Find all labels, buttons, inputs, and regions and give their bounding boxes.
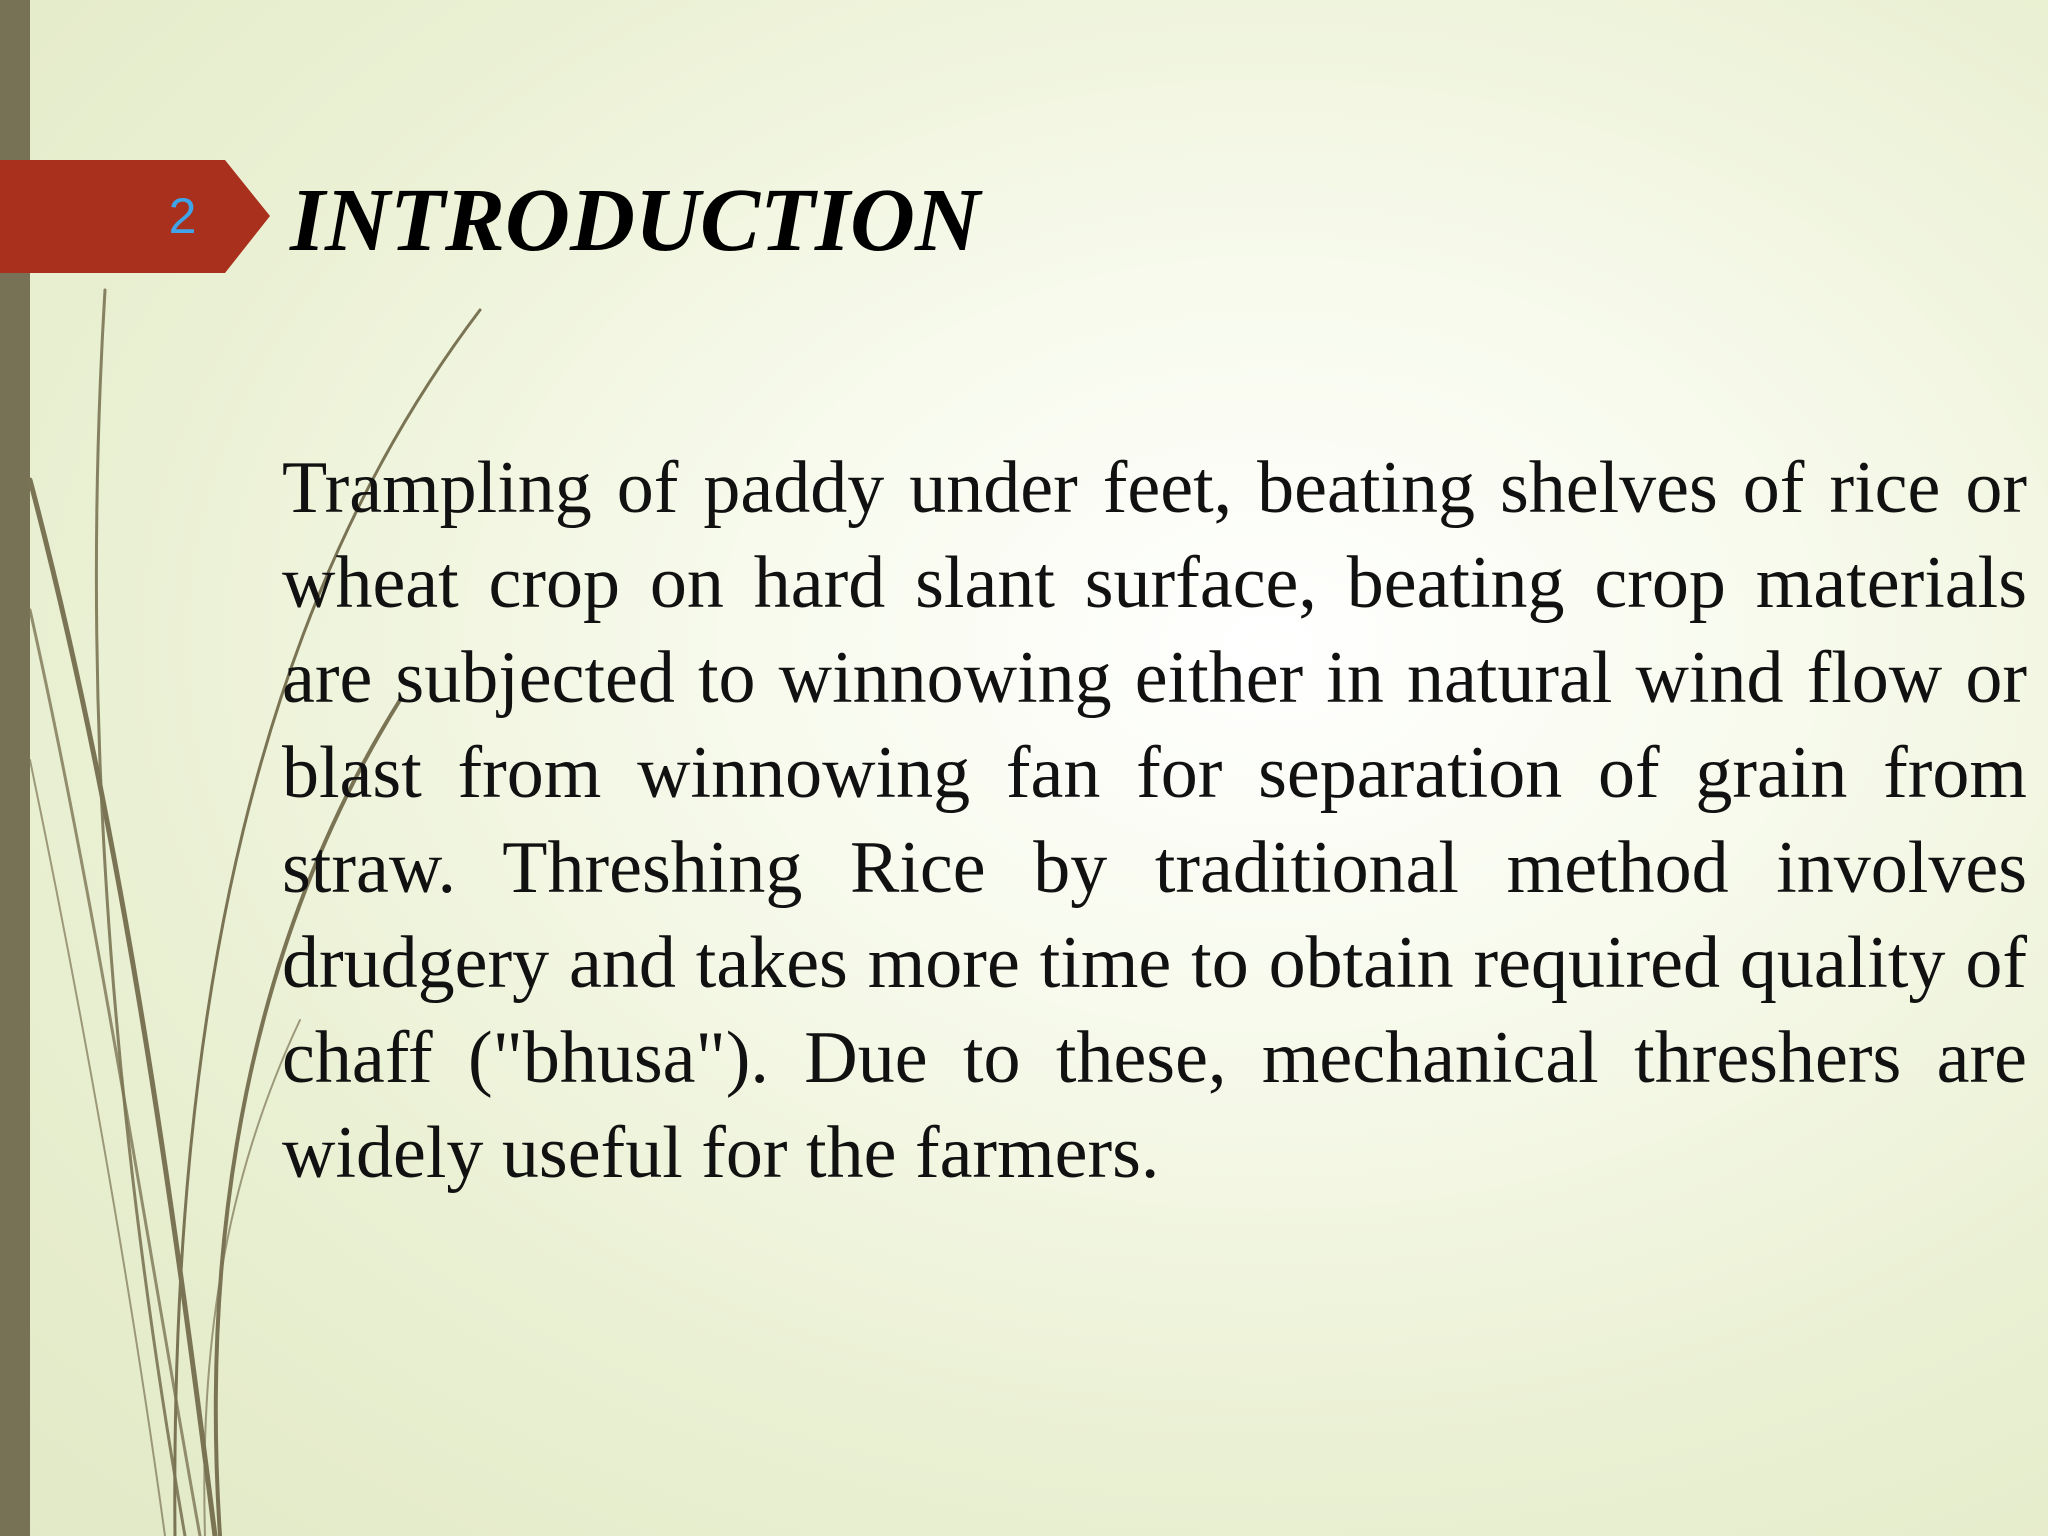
slide-body-text: Trampling of paddy under feet, beating shelves of rice or wheat crop on hard slant surface, beating crop materials are subjected to winnowing either in natural wind flow or blast from winnowing fan for separation of grain from straw. Threshing Rice by traditional method involves drudgery and takes more time to obtain required quality of chaff ("bhusa"). Due to these, mechanical threshers are widely useful for the farmers. <box>282 447 2027 1194</box>
grass-blade-6 <box>30 760 165 1536</box>
slide-number-tab <box>0 160 270 273</box>
slide-number: 2 <box>168 188 197 244</box>
grass-blade-2 <box>30 480 215 1536</box>
slide-title: INTRODUCTION <box>290 171 981 270</box>
grass-blade-1 <box>96 290 185 1536</box>
